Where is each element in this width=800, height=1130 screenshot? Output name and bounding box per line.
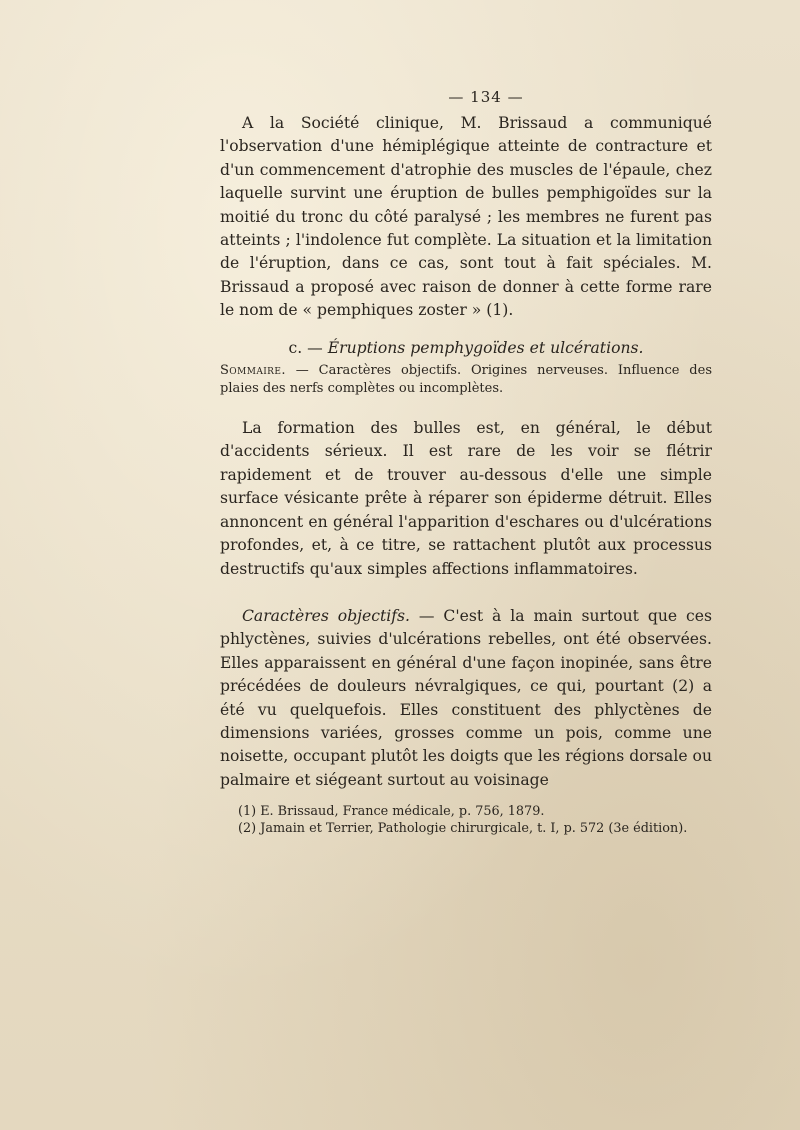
- paragraph-brissaud: A la Société clinique, M. Brissaud a communiqué l'observation d'une hémiplégique atteinte de contracture et d'un commencement d'atrophie des muscles de l'épaule, chez laquelle survint une éruption de bulles pemphigoïdes sur la moitié du tronc du côté paralysé ; les membres ne furent pas atteints ; l'indolence fut complète. La situation et la limitation de l'éruption, dans ce cas, sont tout à fait spéciales. M. Brissaud a proposé avec raison de donner à cette forme rare le nom de « pemphiques zoster » (1).: [220, 114, 712, 320]
- spacer: [220, 397, 712, 417]
- section-title: Éruptions pemphygoïdes et ulcérations.: [327, 338, 644, 357]
- footnotes: [220, 804, 712, 837]
- paragraph-bulles: La formation des bulles est, en général, le début d'accidents sérieux. Il est rare de les voir se flétrir rapidement et de trouver au-dessous d'elle une simple surface vésicante prête à réparer son épiderme détruit. Elles annoncent en général l'apparition d'eschares ou d'ulcérations profondes, et, à ce titre, se rattachent plutôt aux processus destructifs qu'aux simples affections inflammatoires.: [220, 419, 712, 578]
- footnote-1: (1) E. Brissaud, France médicale, p. 756, 1879.: [238, 804, 545, 820]
- summary: [220, 362, 712, 397]
- page-number: — 134 —: [448, 88, 524, 106]
- footnote-2: (2) Jamain et Terrier, Pathologie chirurgicale, t. I, p. 572 (3e édition).: [238, 820, 688, 836]
- paragraph-caracteres: [220, 605, 712, 792]
- section-number: c. —: [288, 338, 323, 357]
- paragraph-lead: Caractères objectifs.: [242, 606, 410, 625]
- text-block: [220, 88, 712, 837]
- summary-text: — Caractères objectifs. Origines nerveuses. Influence des plaies des nerfs complètes ou incomplètes.: [220, 363, 712, 396]
- spacer: [220, 581, 712, 605]
- paragraph-body: — C'est à la main surtout que ces phlyctènes, suivies d'ulcérations rebelles, ont été observées. Elles apparaissent en général d'une façon inopinée, sans être précédées de douleurs névralgiques, ce qui, pourtant (2) a été vu quelquefois. Elles constituent des phlyctènes de dimensions variées, grosses comme un pois, comme une noisette, occupant plutôt les doigts que les régions dorsale ou palmaire et siégeant surtout au voisinage: [220, 606, 712, 789]
- summary-label: Sommaire.: [220, 363, 286, 379]
- section-heading: [220, 337, 712, 360]
